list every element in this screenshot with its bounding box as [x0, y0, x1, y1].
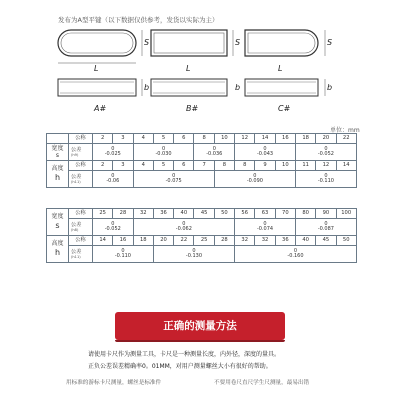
height-cell: 11 — [295, 161, 315, 171]
width-row-label: 宽度 s — [47, 144, 69, 161]
height-cell: 50 — [336, 236, 356, 246]
tolerance-label: 公差 (h9) — [69, 144, 93, 161]
nominal-cell: 80 — [295, 209, 315, 219]
nominal-cell: 14 — [255, 134, 275, 144]
height-row-label: 高度 h — [47, 161, 69, 188]
height-cell: 5 — [153, 161, 173, 171]
key-a-dim-b: b — [144, 83, 150, 92]
tolerance-label: 公差 (h11) — [69, 246, 93, 263]
height-cell: 25 — [194, 236, 214, 246]
tolerance-cell: 0 -0.110 — [93, 246, 154, 263]
height-cell: 12 — [316, 161, 336, 171]
nominal-cell: 36 — [153, 209, 173, 219]
nominal-cell: 28 — [113, 209, 133, 219]
height-cell: 45 — [316, 236, 336, 246]
table-row — [47, 134, 357, 144]
nominal-cell: 3 — [113, 134, 133, 144]
key-a-label: A# — [94, 104, 107, 113]
tolerance-cell: 0 -0.025 — [93, 144, 134, 161]
tolerance-cell: 0 -0.062 — [133, 219, 234, 236]
tolerance-cell: 0 -0.043 — [235, 144, 296, 161]
table-row — [47, 219, 357, 236]
tolerance-cell: 0 -0.090 — [214, 171, 295, 188]
height-cell: 8 — [214, 161, 234, 171]
key-b-dim-s: S — [235, 38, 241, 47]
nominal-cell: 8 — [194, 134, 214, 144]
nominal-label: 公称 — [69, 209, 93, 219]
nominal-cell: 25 — [93, 209, 113, 219]
tolerance-cell: 0 -0.074 — [235, 219, 296, 236]
measure-title: 正确的测量方法 — [163, 320, 237, 332]
nominal-cell: 45 — [194, 209, 214, 219]
nominal-cell: 50 — [214, 209, 234, 219]
nominal-cell: 10 — [214, 134, 234, 144]
height-cell: 9 — [255, 161, 275, 171]
height-cell: 14 — [93, 236, 113, 246]
key-c-dim-s: S — [327, 38, 333, 47]
nominal-cell: 5 — [153, 134, 173, 144]
spec-table-2 — [46, 208, 357, 263]
nominal-cell: 90 — [316, 209, 336, 219]
height-cell: 28 — [214, 236, 234, 246]
tolerance-cell: 0 -0.036 — [194, 144, 235, 161]
key-b-side-view — [151, 79, 227, 96]
key-b-top-view — [151, 30, 233, 56]
key-c-side-view — [245, 79, 325, 96]
key-b-dim-b: b — [235, 83, 241, 92]
key-c-dim-l: L — [278, 64, 283, 73]
key-a-dim-l: L — [94, 64, 99, 73]
tolerance-cell: 0 -0.160 — [235, 246, 357, 263]
caption-right: 不要用卷尺直尺学生尺测量，最易出错 — [214, 380, 310, 386]
nominal-cell: 22 — [336, 134, 356, 144]
height-cell: 10 — [275, 161, 295, 171]
nominal-cell: 2 — [93, 134, 113, 144]
height-cell: 16 — [113, 236, 133, 246]
key-b-label: B# — [186, 104, 199, 113]
height-cell: 2 — [93, 161, 113, 171]
height-cell: 3 — [113, 161, 133, 171]
key-c-top-view — [245, 30, 325, 56]
tolerance-cell: 0 -0.130 — [153, 246, 234, 263]
nominal-label: 公称 — [69, 236, 93, 246]
tolerance-cell: 0 -0.030 — [133, 144, 194, 161]
spec-table-1 — [46, 133, 357, 188]
height-cell: 22 — [174, 236, 194, 246]
height-cell: 32 — [255, 236, 275, 246]
nominal-cell: 40 — [174, 209, 194, 219]
nominal-cell: 20 — [316, 134, 336, 144]
key-drawings — [0, 0, 400, 120]
key-c-label: C# — [278, 104, 291, 113]
nominal-cell: 12 — [235, 134, 255, 144]
tolerance-label: 公差 (h11) — [69, 171, 93, 188]
nominal-label: 公称 — [69, 161, 93, 171]
nominal-cell: 18 — [295, 134, 315, 144]
tolerance-cell: 0 -0.052 — [295, 144, 356, 161]
key-a-top-view — [58, 30, 142, 63]
key-b-dim-l: L — [186, 64, 191, 73]
key-a-side-view — [58, 79, 142, 96]
key-a-dim-s: S — [144, 38, 150, 47]
tolerance-cell: 0 -0.052 — [93, 219, 134, 236]
table-row — [47, 171, 357, 188]
width-row-label: 宽度 s — [47, 209, 69, 236]
measure-para-2: 正负公差误差精确率0。01MM，对用户测量螺丝大小有很好的帮助。 — [88, 363, 272, 370]
nominal-cell: 4 — [133, 134, 153, 144]
nominal-cell: 70 — [275, 209, 295, 219]
height-cell: 8 — [235, 161, 255, 171]
nominal-cell: 63 — [255, 209, 275, 219]
height-cell: 18 — [133, 236, 153, 246]
units-label: 单位：mm — [330, 127, 360, 134]
height-cell: 14 — [336, 161, 356, 171]
height-cell: 4 — [133, 161, 153, 171]
caption-left: 用标准的游标卡尺测量，螺丝是标准件 — [66, 380, 162, 386]
height-cell: 40 — [295, 236, 315, 246]
nominal-cell: 56 — [235, 209, 255, 219]
nominal-cell: 100 — [336, 209, 356, 219]
height-cell: 36 — [275, 236, 295, 246]
header-note: 发布为A型平键（以下数据仅供参考，发货以实际为主） — [58, 16, 219, 24]
tolerance-cell: 0 -0.075 — [133, 171, 214, 188]
table-row — [47, 209, 357, 219]
table-row — [47, 144, 357, 161]
table-row — [47, 161, 357, 171]
table-row — [47, 246, 357, 263]
table-row — [47, 236, 357, 246]
tolerance-cell: 0 -0.110 — [295, 171, 356, 188]
height-cell: 7 — [194, 161, 214, 171]
height-row-label: 高度 h — [47, 236, 69, 263]
tolerance-cell: 0 -0.06 — [93, 171, 134, 188]
tolerance-cell: 0 -0.087 — [295, 219, 356, 236]
nominal-cell: 16 — [275, 134, 295, 144]
height-cell: 20 — [153, 236, 173, 246]
nominal-cell: 32 — [133, 209, 153, 219]
key-c-dim-b: b — [327, 83, 333, 92]
tolerance-label: 公差 (h8) — [69, 219, 93, 236]
measure-para-1: 请使用卡尺作为测量工具，卡尺是一种测量长度，内外径，深度的量具。 — [88, 351, 281, 358]
nominal-cell: 6 — [174, 134, 194, 144]
height-cell: 6 — [174, 161, 194, 171]
nominal-label: 公称 — [69, 134, 93, 144]
height-cell: 32 — [235, 236, 255, 246]
